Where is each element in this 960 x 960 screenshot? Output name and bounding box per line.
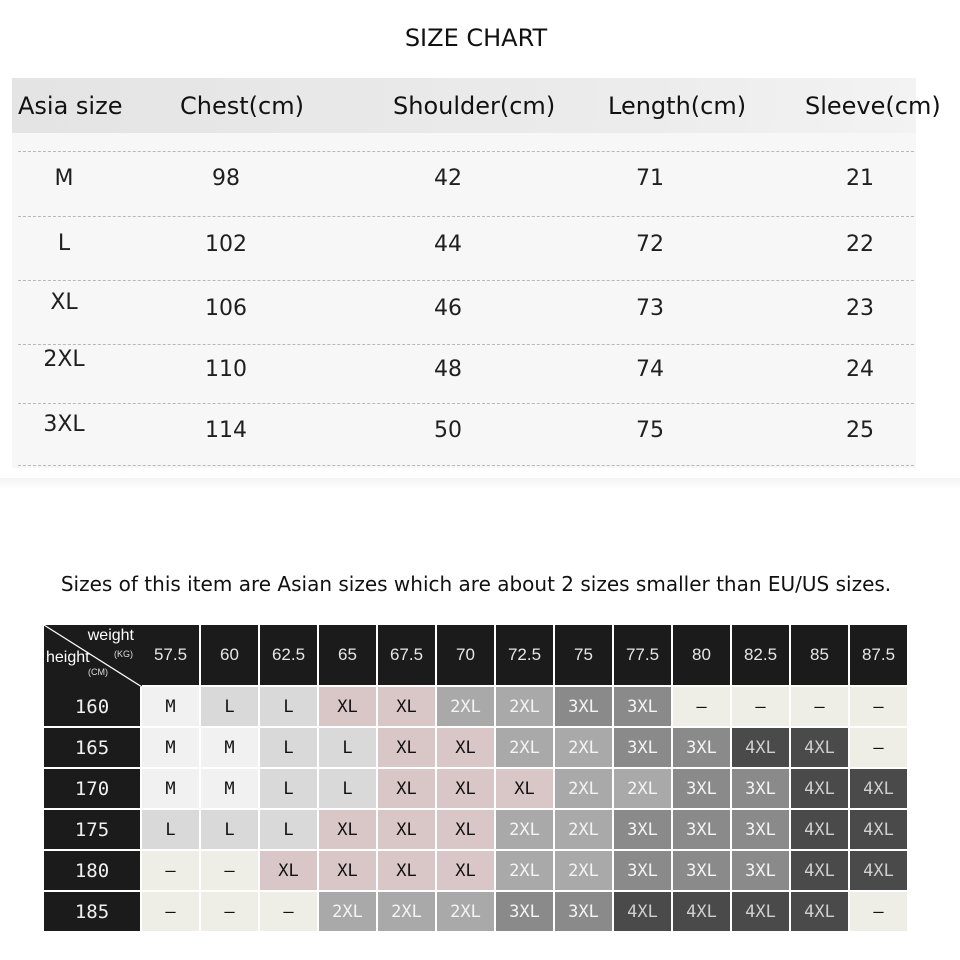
weight-column-header: 70 xyxy=(437,625,496,687)
column-header: Asia size xyxy=(18,92,123,120)
measurement-cell: 71 xyxy=(636,166,664,191)
size-cell: XL xyxy=(260,851,319,892)
size-cell: 3XL xyxy=(732,769,791,810)
measurement-cell: 50 xyxy=(434,418,462,443)
size-cell: 2XL xyxy=(437,687,496,728)
weight-column-header: 72.5 xyxy=(496,625,555,687)
measurement-cell: 102 xyxy=(205,232,247,257)
size-cell: L xyxy=(201,687,260,728)
weight-axis-label: weight xyxy=(87,627,134,644)
grid-corner-header xyxy=(44,625,142,687)
height-row-header: 175 xyxy=(44,810,142,851)
size-cell: 4XL xyxy=(850,810,909,851)
row-divider xyxy=(18,344,914,345)
size-cell: 4XL xyxy=(614,892,673,933)
size-cell: 4XL xyxy=(732,892,791,933)
size-cell: – xyxy=(732,687,791,728)
weight-unit-label: (KG) xyxy=(114,649,133,659)
measurement-cell: 74 xyxy=(636,357,664,382)
row-divider xyxy=(18,216,914,217)
size-cell: L xyxy=(260,810,319,851)
measurement-cell: 21 xyxy=(846,166,874,191)
size-cell: – xyxy=(142,892,201,933)
size-cell: XL xyxy=(437,728,496,769)
measurement-table-panel xyxy=(12,78,916,468)
size-cell: XL xyxy=(378,728,437,769)
height-row-header: 170 xyxy=(44,769,142,810)
weight-column-header: 80 xyxy=(673,625,732,687)
size-cell: 3XL xyxy=(673,851,732,892)
column-header: Length(cm) xyxy=(608,92,747,120)
size-cell: – xyxy=(850,687,909,728)
size-cell: XL xyxy=(319,851,378,892)
weight-column-header: 62.5 xyxy=(260,625,319,687)
size-cell: 4XL xyxy=(791,769,850,810)
sizing-note: Sizes of this item are Asian sizes which are about 2 sizes smaller than EU/US sizes. xyxy=(60,572,892,596)
size-cell: 2XL xyxy=(555,810,614,851)
size-cell: 3XL xyxy=(673,769,732,810)
weight-column-header: 75 xyxy=(555,625,614,687)
size-cell: M xyxy=(142,687,201,728)
size-cell: 3XL xyxy=(614,810,673,851)
size-cell: 2XL xyxy=(378,892,437,933)
size-cell: – xyxy=(673,687,732,728)
measurement-cell: 98 xyxy=(212,166,240,191)
size-cell: 3XL xyxy=(614,728,673,769)
weight-column-header: 77.5 xyxy=(614,625,673,687)
size-cell: L xyxy=(142,810,201,851)
height-row-header: 185 xyxy=(44,892,142,933)
measurement-cell: 106 xyxy=(205,296,247,321)
measurement-cell: 24 xyxy=(846,357,874,382)
size-cell: XL xyxy=(378,851,437,892)
column-header: Shoulder(cm) xyxy=(393,92,556,120)
size-label-cell: 3XL xyxy=(43,412,85,437)
size-cell: 3XL xyxy=(732,851,791,892)
size-label-cell: 2XL xyxy=(43,347,85,372)
height-row-header: 180 xyxy=(44,851,142,892)
size-cell: 2XL xyxy=(496,728,555,769)
size-cell: 3XL xyxy=(673,810,732,851)
size-cell: 3XL xyxy=(555,892,614,933)
size-cell: XL xyxy=(319,810,378,851)
size-cell: XL xyxy=(378,687,437,728)
panel-shadow xyxy=(0,478,960,490)
size-label-cell: L xyxy=(57,231,71,256)
size-cell: – xyxy=(850,728,909,769)
size-cell: – xyxy=(201,851,260,892)
row-divider xyxy=(18,280,914,281)
measurement-cell: 44 xyxy=(434,232,462,257)
weight-column-header: 85 xyxy=(791,625,850,687)
size-cell: 2XL xyxy=(555,728,614,769)
size-cell: L xyxy=(260,769,319,810)
size-cell: 3XL xyxy=(555,687,614,728)
size-cell: – xyxy=(850,892,909,933)
size-cell: L xyxy=(319,769,378,810)
weight-column-header: 82.5 xyxy=(732,625,791,687)
weight-column-header: 60 xyxy=(201,625,260,687)
size-cell: 2XL xyxy=(496,851,555,892)
size-cell: 2XL xyxy=(437,892,496,933)
measurement-cell: 114 xyxy=(205,418,247,443)
page-title: SIZE CHART xyxy=(404,24,548,52)
size-cell: XL xyxy=(437,810,496,851)
size-cell: L xyxy=(201,810,260,851)
size-cell: XL xyxy=(378,769,437,810)
measurement-cell: 75 xyxy=(636,418,664,443)
size-cell: 4XL xyxy=(791,810,850,851)
size-cell: M xyxy=(142,769,201,810)
size-cell: 4XL xyxy=(850,769,909,810)
size-cell: 4XL xyxy=(673,892,732,933)
row-divider xyxy=(18,465,914,466)
size-cell: M xyxy=(142,728,201,769)
size-label-cell: XL xyxy=(50,290,78,315)
size-cell: XL xyxy=(319,687,378,728)
size-cell: 4XL xyxy=(791,892,850,933)
size-cell: 4XL xyxy=(732,728,791,769)
size-cell: XL xyxy=(437,851,496,892)
size-cell: L xyxy=(260,687,319,728)
size-cell: 3XL xyxy=(614,687,673,728)
measurement-cell: 22 xyxy=(846,232,874,257)
size-cell: – xyxy=(260,892,319,933)
size-cell: XL xyxy=(496,769,555,810)
size-cell: 3XL xyxy=(614,851,673,892)
size-cell: 2XL xyxy=(555,851,614,892)
height-unit-label: (CM) xyxy=(88,667,108,677)
height-axis-label: height xyxy=(46,649,90,666)
size-cell: 3XL xyxy=(496,892,555,933)
height-row-header: 165 xyxy=(44,728,142,769)
column-header: Sleeve(cm) xyxy=(805,92,941,120)
size-cell: XL xyxy=(378,810,437,851)
size-cell: – xyxy=(791,687,850,728)
size-cell: 3XL xyxy=(673,728,732,769)
size-cell: XL xyxy=(437,769,496,810)
row-divider xyxy=(18,403,914,404)
size-label-cell: M xyxy=(54,166,74,191)
measurement-cell: 72 xyxy=(636,232,664,257)
weight-column-header: 57.5 xyxy=(142,625,201,687)
size-cell: 4XL xyxy=(791,851,850,892)
size-cell: 4XL xyxy=(850,851,909,892)
size-cell: 2XL xyxy=(614,769,673,810)
column-header: Chest(cm) xyxy=(180,92,304,120)
size-cell: 3XL xyxy=(732,810,791,851)
size-cell: M xyxy=(201,728,260,769)
measurement-cell: 23 xyxy=(846,296,874,321)
size-cell: – xyxy=(201,892,260,933)
measurement-cell: 25 xyxy=(846,418,874,443)
row-divider xyxy=(18,151,914,152)
size-cell: 2XL xyxy=(496,810,555,851)
weight-column-header: 87.5 xyxy=(850,625,909,687)
measurement-cell: 46 xyxy=(434,296,462,321)
size-cell: 4XL xyxy=(791,728,850,769)
size-cell: – xyxy=(142,851,201,892)
size-cell: M xyxy=(201,769,260,810)
size-cell: 2XL xyxy=(555,769,614,810)
size-cell: 2XL xyxy=(319,892,378,933)
measurement-cell: 42 xyxy=(434,166,462,191)
measurement-cell: 73 xyxy=(636,296,664,321)
measurement-cell: 48 xyxy=(434,357,462,382)
size-cell: L xyxy=(260,728,319,769)
measurement-cell: 110 xyxy=(205,357,247,382)
weight-column-header: 65 xyxy=(319,625,378,687)
height-row-header: 160 xyxy=(44,687,142,728)
weight-column-header: 67.5 xyxy=(378,625,437,687)
size-cell: 2XL xyxy=(496,687,555,728)
size-cell: L xyxy=(319,728,378,769)
